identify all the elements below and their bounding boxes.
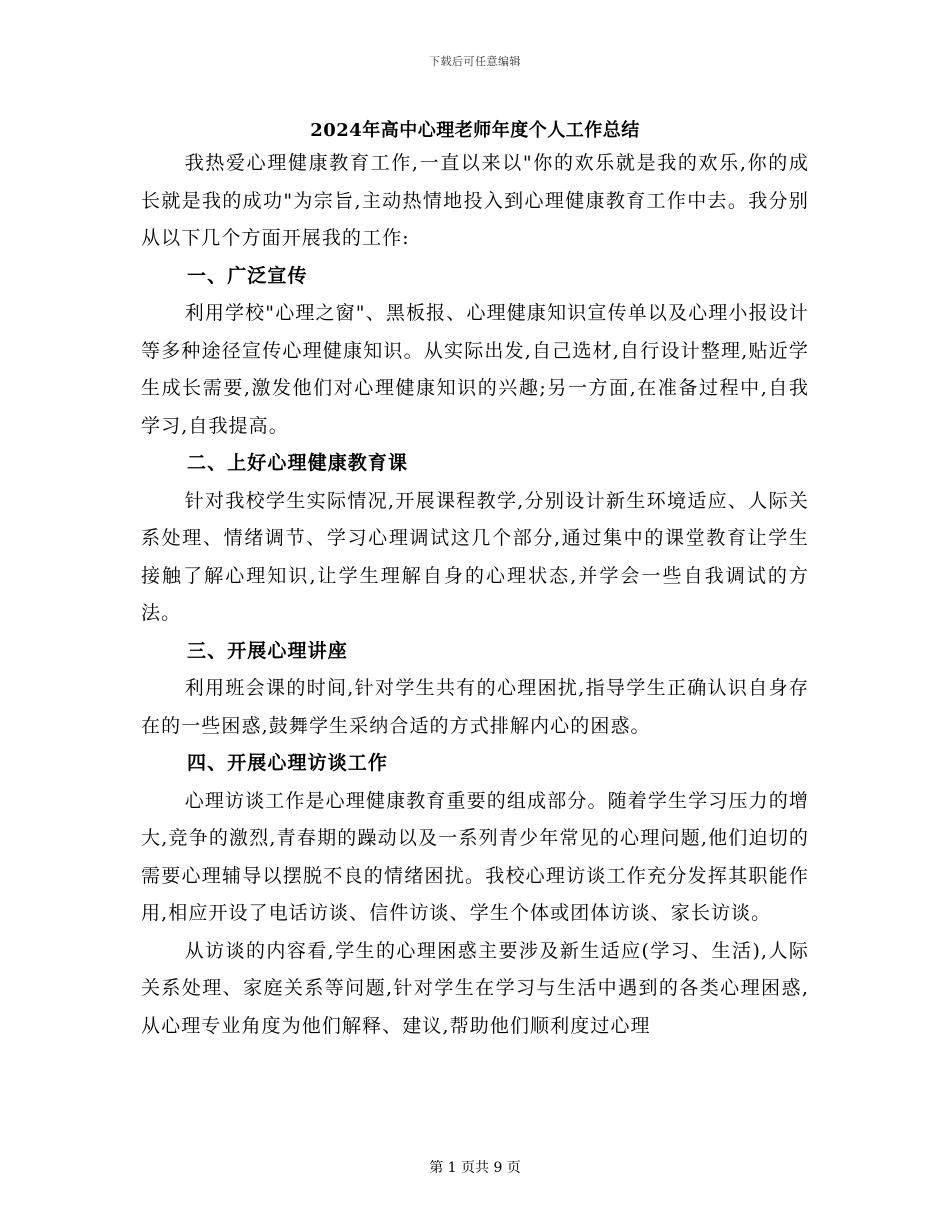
section-4-paragraph-1: 心理访谈工作是心理健康教育重要的组成部分。随着学生学习压力的增大,竞争的激烈,青春期的躁动以及一系列青少年常见的心理问题,他们迫切的需要心理辅导以摆脱不良的情绪困扰。我校心理访谈工作充分发挥其职能作用,相应开设了电话访谈、信件访谈、学生个体或团体访谈、家长访谈。 <box>141 789 809 924</box>
section-heading-1: 一、广泛宣传 <box>187 264 308 287</box>
section-heading-4: 四、开展心理访谈工作 <box>187 752 389 774</box>
intro-paragraph: 我热爱心理健康教育工作,一直以来以"你的欢乐就是我的欢乐,你的成长就是我的成功"为宗旨,主动热情地投入到心理健康教育工作中去。我分别从以下几个方面开展我的工作: <box>141 152 809 249</box>
section-heading-2: 二、上好心理健康教育课 <box>187 452 409 474</box>
document-body <box>141 145 809 1045</box>
section-3-paragraph: 利用班会课的时间,针对学生共有的心理困扰,指导学生正确认识自身存在的一些困惑,鼓舞学生采纳合适的方式排解内心的困惑。 <box>141 677 809 737</box>
section-1-paragraph: 利用学校"心理之窗"、黑板报、心理健康知识宣传单以及心理小报设计等多种途径宣传心理健康知识。从实际出发,自己选材,自行设计整理,贴近学生成长需要,激发他们对心理健康知识的兴趣;另一方面,在准备过程中,自我学习,自我提高。 <box>141 302 809 437</box>
page-header: 下载后可任意编辑 <box>429 55 521 68</box>
page-footer: 第 1 页共 9 页 <box>429 1160 521 1176</box>
section-4-paragraph-2: 从访谈的内容看,学生的心理困惑主要涉及新生适应(学习、生活),人际关系处理、家庭关系等问题,针对学生在学习与生活中遇到的各类心理困惑,从心理专业角度为他们解释、建议,帮助他们顺利度过心理 <box>141 939 809 1037</box>
section-heading-3: 三、开展心理讲座 <box>187 639 348 662</box>
document-title: 2024年高中心理老师年度个人工作总结 <box>310 120 640 141</box>
section-2-paragraph: 针对我校学生实际情况,开展课程教学,分别设计新生环境适应、人际关系处理、情绪调节、学习心理调试这几个部分,通过集中的课堂教育让学生接触了解心理知识,让学生理解自身的心理状态,并学会一些自我调试的方法。 <box>141 489 809 624</box>
